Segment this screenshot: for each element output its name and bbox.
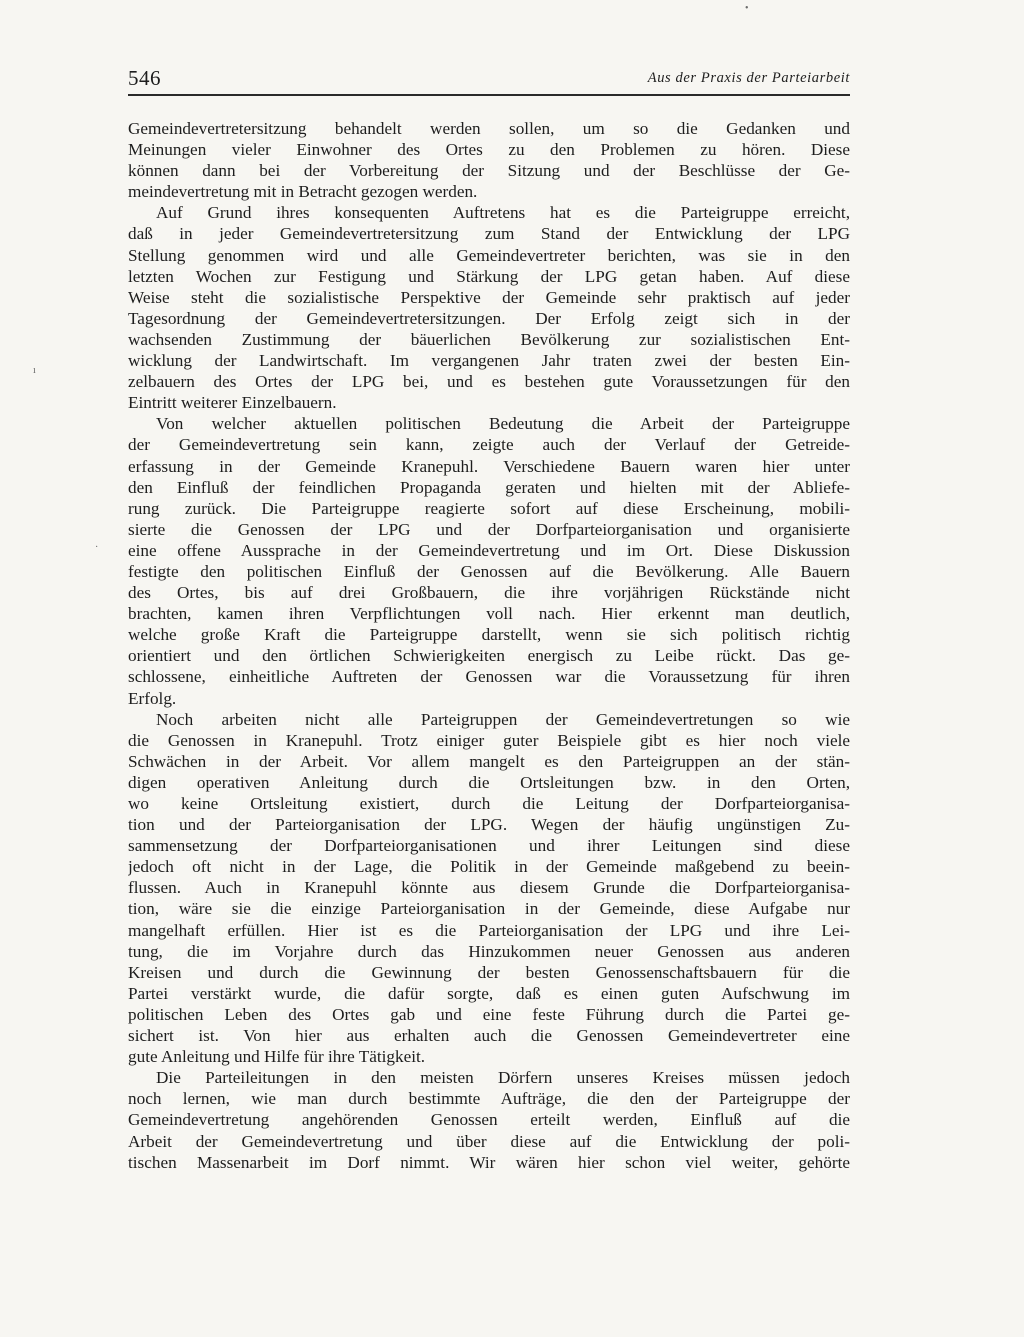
text-line: Von welcher aktuellen politischen Bedeutung die Arbeit der Parteigruppe [156, 414, 850, 434]
scan-speck: · [95, 542, 99, 553]
text-line: die Genossen in Kranepuhl. Trotz einiger guter Beispiele gibt es hier noch viele [128, 730, 850, 750]
running-title: Aus der Praxis der Parteiarbeit [647, 70, 850, 86]
text-line: noch lernen, wie man durch bestimmte Aufträge, die den der Parteigruppe der [128, 1089, 850, 1109]
text-line: tischen Massenarbeit im Dorf nimmt. Wir wären hier schon viel weiter, gehörte [128, 1152, 850, 1172]
scan-speck: ı [33, 365, 36, 376]
text-line: des Ortes, bis auf drei Großbauern, die ihre vorjährigen Rückstände nicht [128, 583, 850, 603]
text-line: den Einfluß der feindlichen Propaganda geraten und hielten mit der Abliefe- [128, 477, 850, 497]
page-number: 546 [128, 66, 161, 90]
text-line: erfassung in der Gemeinde Kranepuhl. Verschiedene Bauern waren hier unter [128, 456, 850, 476]
text-line: Schwächen in der Arbeit. Vor allem mangelt es den Parteigruppen an der stän- [128, 751, 850, 771]
text-line: Kreisen und durch die Gewinnung der besten Genossenschaftsbauern für die [128, 962, 850, 982]
text-line: wo keine Ortsleitung existiert, durch die Leitung der Dorfparteiorganisa- [128, 794, 850, 813]
text-line: Eintritt weiterer Einzelbauern. [128, 393, 337, 413]
text-line: wachsenden Zustimmung der bäuerlichen Bevölkerung zur sozialistischen Ent- [128, 329, 850, 349]
text-line: Gemeindevertretersitzung behandelt werden sollen, um so die Gedanken und [128, 119, 850, 138]
text-line: meindevertretung mit in Betracht gezogen werden. [128, 182, 478, 202]
text-line: der Gemeindevertretung sein kann, zeigte auch der Verlauf der Getreide- [128, 435, 850, 455]
text-line: gute Anleitung und Hilfe für ihre Tätigkeit. [128, 1047, 426, 1067]
text-line: Die Parteileitungen in den meisten Dörfern unseres Kreises müssen jedoch [156, 1068, 850, 1088]
text-line: Erfolg. [128, 688, 177, 708]
text-line: flussen. Auch in Kranepuhl könnte aus diesem Grunde die Dorfparteiorganisa- [128, 878, 850, 898]
text-line: sierte die Genossen der LPG und der Dorfparteiorganisation und organisierte [128, 519, 850, 539]
text-line: zelbauern des Ortes der LPG bei, und es bestehen gute Voraussetzungen für den [128, 372, 850, 392]
text-line: Noch arbeiten nicht alle Parteigruppen der Gemeindevertretungen so wie [156, 709, 850, 729]
text-line: digen operativen Anleitung durch die Ortsleitungen bzw. in den Orten, [128, 772, 850, 792]
scan-speck: • [745, 3, 749, 14]
text-line: jedoch oft nicht in der Lage, die Politik in der Gemeinde maßgebend zu beein- [128, 857, 850, 877]
text-line: eine offene Aussprache in der Gemeindevertretung und im Ort. Diese Diskussion [128, 540, 850, 560]
text-line: schlossene, einheitliche Auftreten der Genossen war die Voraussetzung für ihren [128, 667, 850, 687]
text-line: Stellung genommen wird und alle Gemeindevertreter berichten, was sie in den [128, 245, 850, 265]
text-line: rung zurück. Die Parteigruppe reagierte sofort auf diese Erscheinung, mobili- [128, 498, 850, 518]
text-line: Arbeit der Gemeindevertretung und über diese auf die Entwicklung der poli- [128, 1131, 850, 1151]
text-line: können dann bei der Vorbereitung der Sitzung und der Beschlüsse der Ge- [128, 161, 850, 181]
text-line: wicklung der Landwirtschaft. Im vergangenen Jahr traten zwei der besten Ein- [128, 351, 850, 371]
text-line: Tagesordnung der Gemeindevertretersitzungen. Der Erfolg zeigt sich in der [128, 308, 850, 328]
text-line: tion und der Parteiorganisation der LPG. Wegen der häufig ungünstigen Zu- [128, 815, 850, 835]
text-line: festigte den politischen Einfluß der Genossen auf die Bevölkerung. Alle Bauern [128, 561, 850, 581]
text-line: Auf Grund ihres konsequenten Auftretens hat es die Parteigruppe erreicht, [156, 203, 850, 223]
body-text [128, 118, 850, 1173]
text-line: sammensetzung der Dorfparteiorganisationen und ihrer Leitungen sind diese [128, 836, 850, 856]
text-line: daß in jeder Gemeindevertretersitzung zum Stand der Entwicklung der LPG [128, 224, 850, 244]
text-line: Weise steht die sozialistische Perspektive der Gemeinde sehr praktisch auf jeder [128, 287, 850, 307]
text-line: Gemeindevertretung angehörenden Genossen erteilt werden, Einfluß auf die [128, 1110, 850, 1130]
text-line: sichert ist. Von hier aus erhalten auch die Genossen Gemeindevertreter eine [128, 1026, 850, 1046]
page-header [128, 60, 850, 96]
text-line: letzten Wochen zur Festigung und Stärkung der LPG getan haben. Auf diese [128, 266, 850, 286]
text-line: brachten, kamen ihren Verpflichtungen voll nach. Hier erkennt man deutlich, [128, 604, 850, 624]
text-line: politischen Leben des Ortes gab und eine feste Führung durch die Partei ge- [128, 1004, 850, 1024]
text-line: tung, die im Vorjahre durch das Hinzukommen neuer Genossen aus anderen [128, 941, 850, 961]
text-line: orientiert und den örtlichen Schwierigkeiten energisch zu Leibe rückt. Das ge- [128, 646, 850, 666]
text-line: tion, wäre sie die einzige Parteiorganisation in der Gemeinde, diese Aufgabe nur [128, 899, 850, 919]
text-line: mangelhaft erfüllen. Hier ist es die Parteiorganisation der LPG und ihre Lei- [128, 920, 850, 940]
text-line: welche große Kraft die Parteigruppe darstellt, wenn sie sich politisch richtig [128, 625, 850, 645]
text-line: Meinungen vieler Einwohner des Ortes zu den Problemen zu hören. Diese [128, 140, 850, 160]
text-line: Partei verstärkt wurde, die dafür sorgte, daß es einen guten Aufschwung im [128, 983, 850, 1003]
